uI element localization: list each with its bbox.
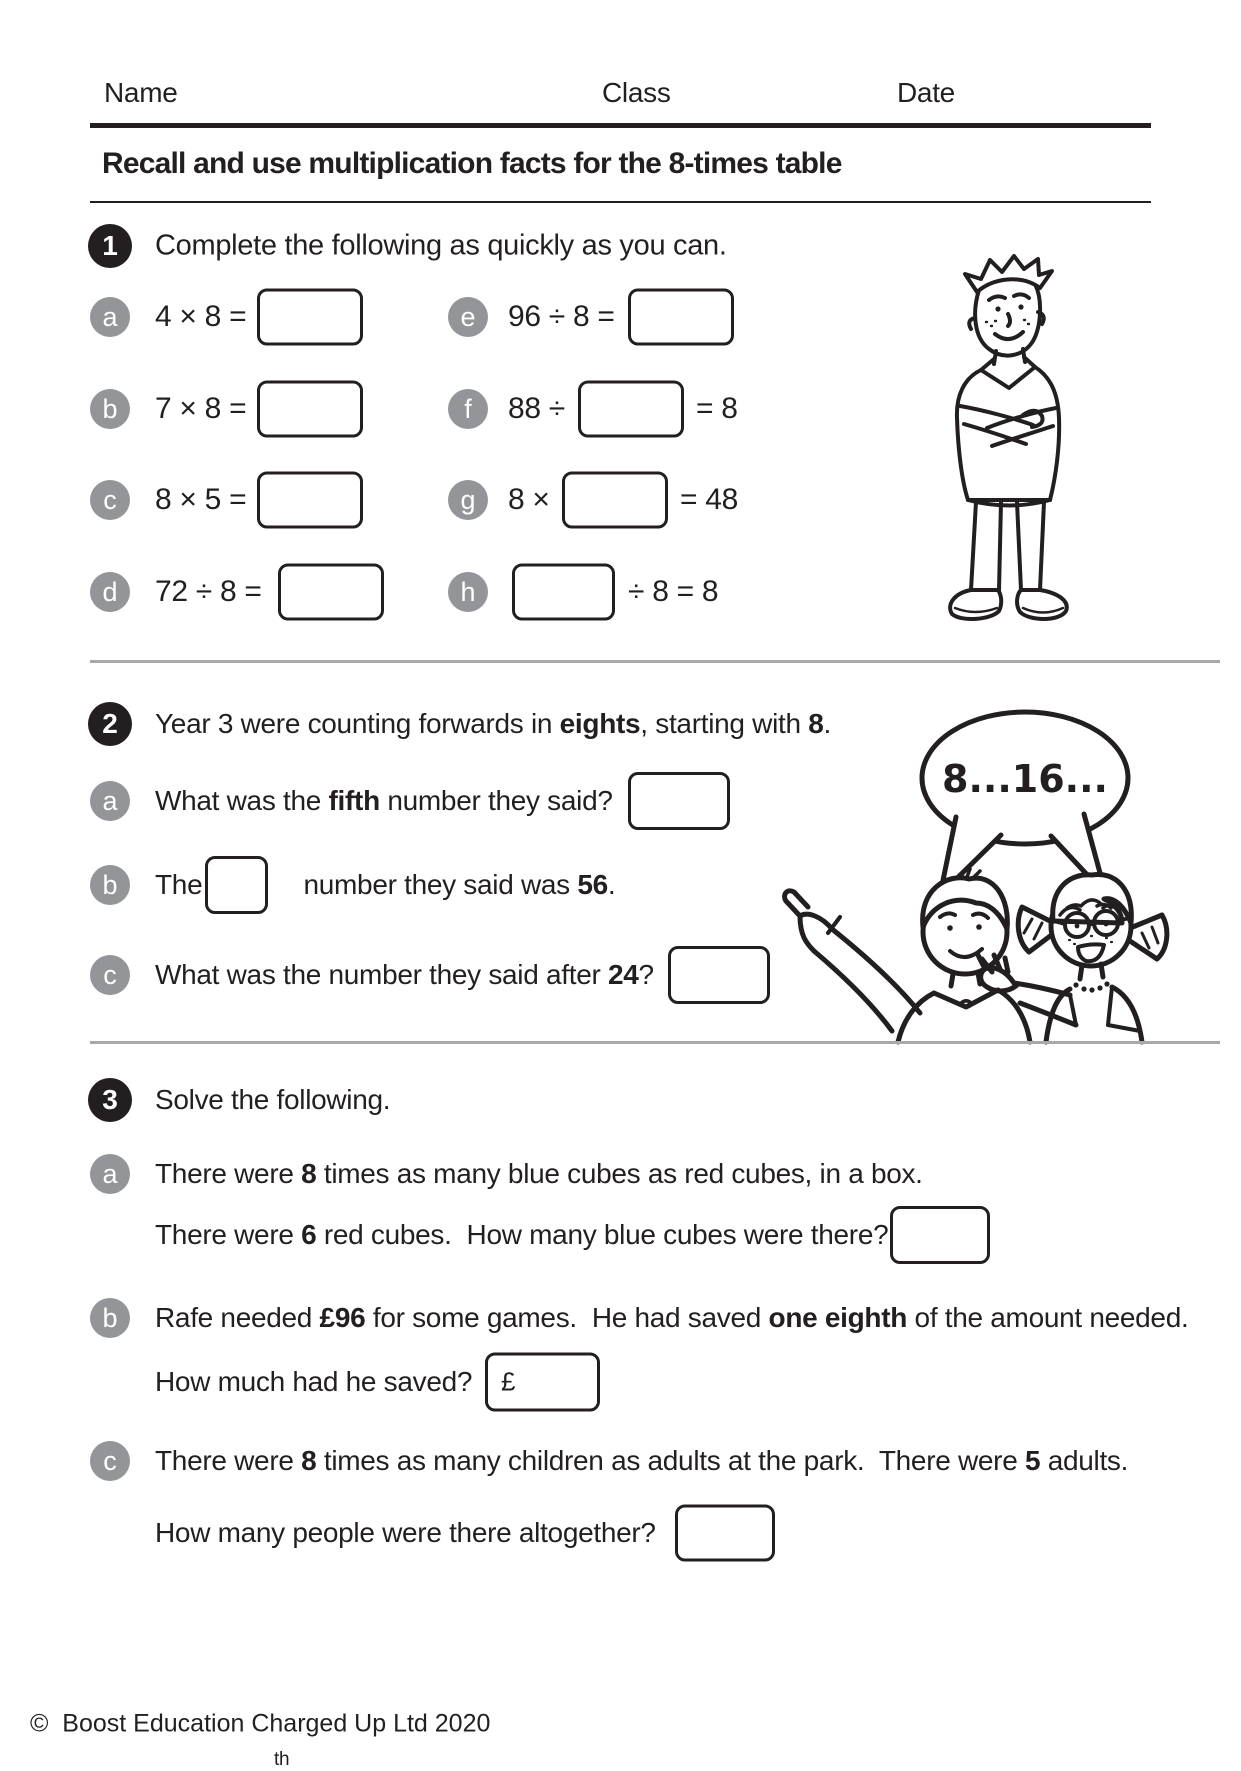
q2b-answer-box[interactable]: [205, 856, 268, 914]
q3b-text-line2: How much had he saved?: [155, 1365, 473, 1397]
answer-box-f[interactable]: [578, 381, 684, 438]
q2b-text-rest: number they said was 56.: [296, 868, 616, 900]
item-label-circle-c: c: [90, 480, 130, 520]
q2c-answer-box[interactable]: [668, 946, 770, 1004]
header-name-label: Name: [104, 76, 178, 108]
q3-number-badge: 3: [88, 1078, 132, 1122]
equation-text-e: 96 ÷ 8 =: [508, 299, 615, 333]
item-label-circle-a: a: [90, 297, 130, 337]
q2a-text: What was the fifth number they said?: [155, 784, 613, 816]
speech-bubble: [922, 712, 1128, 895]
q2c-text: What was the number they said after 24?: [155, 958, 654, 990]
equation-text-a: 4 × 8 =: [155, 299, 247, 333]
answer-box-h[interactable]: [512, 564, 615, 621]
q2a-answer-box[interactable]: [628, 772, 730, 830]
q2a-label-circle: a: [90, 781, 130, 821]
q2b-ordinal-suffix: th: [274, 1749, 290, 1770]
equation-text-f-post: = 8: [696, 391, 738, 425]
equation-text-h-post: ÷ 8 = 8: [628, 574, 719, 608]
q2b-text-the: The: [155, 868, 203, 900]
q3b-answer-box[interactable]: [485, 1353, 600, 1412]
answer-box-d[interactable]: [278, 564, 384, 621]
equation-text-d: 72 ÷ 8 =: [155, 574, 262, 608]
page-title: Recall and use multiplication facts for the 8-times table: [102, 147, 842, 180]
item-label-circle-h: h: [448, 572, 488, 612]
answer-box-a[interactable]: [257, 289, 363, 346]
footer-copyright: © Boost Education Charged Up Ltd 2020: [30, 1709, 491, 1738]
equation-text-g-pre: 8 ×: [508, 482, 550, 516]
kids-illustration: [770, 695, 1240, 1042]
q3b-text-line1: Rafe needed £96 for some games. He had saved one eighth of the amount needed.: [155, 1301, 1189, 1333]
q2b-label-circle: b: [90, 865, 130, 905]
q3c-label-circle: c: [90, 1441, 130, 1481]
item-label-circle-b: b: [90, 389, 130, 429]
q3a-answer-box[interactable]: [890, 1206, 990, 1264]
answer-box-c[interactable]: [257, 472, 363, 529]
equation-text-b: 7 × 8 =: [155, 391, 247, 425]
q1-prompt: Complete the following as quickly as you can.: [155, 229, 727, 262]
item-label-circle-f: f: [448, 389, 488, 429]
q3c-text-line2: How many people were there altogether?: [155, 1516, 656, 1548]
q2-prompt: Year 3 were counting forwards in eights, starting with 8.: [155, 707, 831, 739]
standing-boy-illustration: [935, 248, 1090, 638]
answer-box-e[interactable]: [628, 289, 734, 346]
q3c-text-line1: There were 8 times as many children as adults at the park. There were 5 adults.: [155, 1444, 1129, 1476]
answer-box-b[interactable]: [257, 381, 363, 438]
q3b-label-circle: b: [90, 1298, 130, 1338]
item-label-circle-e: e: [448, 297, 488, 337]
q2-number-badge: 2: [88, 702, 132, 746]
q3c-answer-box[interactable]: [675, 1505, 775, 1562]
q3-prompt: Solve the following.: [155, 1083, 391, 1115]
answer-box-g[interactable]: [562, 472, 668, 529]
header-rule: [90, 123, 1151, 128]
q3a-label-circle: a: [90, 1154, 130, 1194]
header-class-label: Class: [602, 76, 671, 108]
q2c-label-circle: c: [90, 955, 130, 995]
equation-text-c: 8 × 5 =: [155, 482, 247, 516]
currency-symbol: £: [501, 1366, 516, 1397]
divider-1: [90, 660, 1220, 663]
q1-number-badge: 1: [88, 224, 132, 268]
bubble-text: 8...16...: [942, 757, 1108, 801]
item-label-circle-g: g: [448, 480, 488, 520]
item-label-circle-d: d: [90, 572, 130, 612]
q3a-text-line1: There were 8 times as many blue cubes as red cubes, in a box.: [155, 1157, 923, 1189]
q3a-text-line2: There were 6 red cubes. How many blue cubes were there?: [155, 1218, 889, 1250]
equation-text-g-post: = 48: [680, 482, 739, 516]
header-date-label: Date: [897, 76, 955, 108]
title-rule: [90, 201, 1151, 203]
equation-text-f-pre: 88 ÷: [508, 391, 565, 425]
divider-2: [90, 1041, 1220, 1044]
